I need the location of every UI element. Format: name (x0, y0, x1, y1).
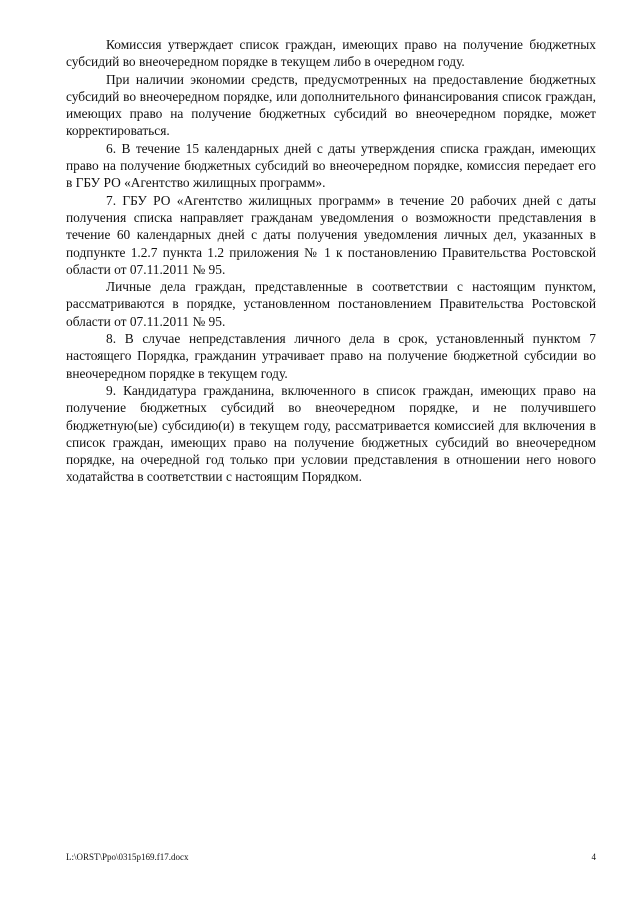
footer-file-path: L:\ORST\Ppo\0315p169.f17.docx (66, 852, 189, 862)
document-body (66, 36, 596, 486)
paragraph-item-8: 8. В случае непредставления личного дела в срок, установленный пунктом 7 настоящего Порядка, гражданин утрачивает право на получение бюджетной субсидии во внеочередном порядке в текущем году. (66, 331, 596, 381)
paragraph-item-7: 7. ГБУ РО «Агентство жилищных программ» в течение 20 рабочих дней с даты получения списка направляет гражданам уведомления о возможности представления в течение 60 календарных дней с даты получения уведомления личных дел, указанных в подпункте 1.2.7 пункта 1.2 приложения № 1 к постановлению Правительства Ростовской области от 07.11.2011 № 95. (66, 192, 596, 277)
paragraph-list-correction: При наличии экономии средств, предусмотренных на предоставление бюджетных субсидий во внеочередном порядке, или дополнительного финансирования список граждан, имеющих право на получение бюджетных субсидий во внеочередном порядке, может корректироваться. (66, 71, 596, 139)
paragraph-personal-files: Личные дела граждан, представленные в соответствии с настоящим пунктом, рассматриваются в порядке, установленном постановлением Правительства Ростовской области от 07.11.2011 № 95. (66, 279, 596, 329)
page-footer (66, 852, 596, 862)
footer-page-number: 4 (591, 852, 596, 862)
paragraph-item-6: 6. В течение 15 календарных дней с даты утверждения списка граждан, имеющих право на получение бюджетных субсидий во внеочередном порядке, комиссия передает его в ГБУ РО «Агентство жилищных программ». (66, 140, 596, 191)
paragraph-item-9: 9. Кандидатура гражданина, включенного в список граждан, имеющих право на получение бюджетных субсидий во внеочередном порядке, и не получившего бюджетную(ые) субсидию(и) в текущем году, рассматривается комиссией для включения в список граждан, имеющих право на получение бюджетных субсидий во внеочередном порядке, на очередной год только при условии представления в отношении него нового ходатайства в соответствии с настоящим Порядком. (66, 382, 596, 485)
paragraph-commission-approval: Комиссия утверждает список граждан, имеющих право на получение бюджетных субсидий во внеочередном порядке в текущем либо в очередном году. (66, 37, 596, 70)
